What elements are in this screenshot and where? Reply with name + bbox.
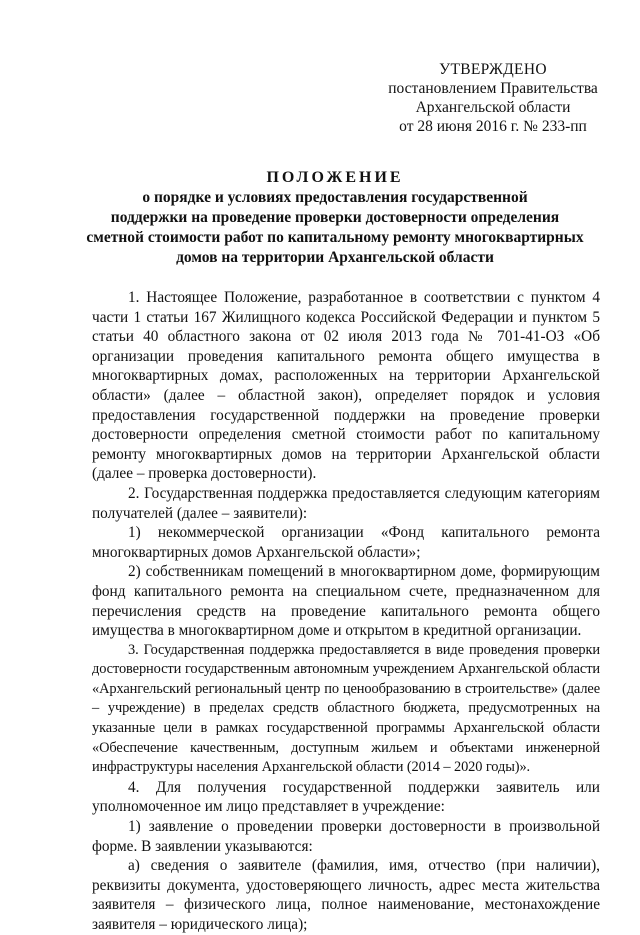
approval-heading: УТВЕРЖДЕНО [439, 61, 547, 78]
approval-line: Архангельской области [415, 99, 571, 116]
approval-stamp [378, 60, 608, 136]
title-subtitle-line: о порядке и условиях предоставления государственной [142, 189, 528, 206]
paragraph-2-item-2: 2) собственникам помещений в многоквартирном доме, формирующим фонд капитального ремонта на специальном счете, предназначенном для перечисления средств на проведение капитального ремонта общего имущества в многоквартирном доме и открытом в кредитной организации. [92, 563, 600, 640]
paragraph-4-item-1-a: а) сведения о заявителе (фамилия, имя, отчество (при наличии), реквизиты документа, удостоверяющего личность, адрес места жительства заявителя – физического лица, полное наименование, местонахождение заявителя – юридического лица); [92, 857, 600, 933]
paragraph-1: 1. Настоящее Положение, разработанное в соответствии с пунктом 4 части 1 статьи 167 Жилищного кодекса Российской Федерации и пунктом 5 статьи 40 областного закона от 02 июля 2013 года № 701-41-ОЗ «Об организации проведения капитального ремонта общего имущества в многоквартирных домах, расположенных на территории Архангельской области» (далее – областной закон), определяет порядок и условия предоставления государственной поддержки на проведение проверки достоверности определения сметной стоимости работ по капитальному ремонту многоквартирных домов на территории Архангельской области (далее – проверка достоверности). [92, 289, 600, 483]
paragraph-4: 4. Для получения государственной поддержки заявитель или уполномоченное им лицо представляет в учреждение: [92, 778, 600, 816]
paragraph-2-item-1: 1) некоммерческой организации «Фонд капитального ремонта многоквартирных домов Архангельской области»; [92, 524, 600, 561]
document-body [92, 288, 600, 935]
paragraph-2: 2. Государственная поддержка предоставляется следующим категориям получателей (далее – заявители): [92, 484, 600, 522]
approval-line: постановлением Правительства [388, 80, 598, 97]
title-heading: ПОЛОЖЕНИЕ [266, 169, 404, 186]
approval-date: от 28 июня 2016 г. № 233-пп [399, 118, 587, 135]
paragraph-4-item-1: 1) заявление о проведении проверки достоверности в произвольной форме. В заявлении указываются: [92, 818, 600, 855]
document-title [70, 168, 600, 268]
paragraph-3: 3. Государственная поддержка предоставляется в виде проведения проверки достоверности государственным автономным учреждением Архангельской области «Архангельский региональный центр по ценообразованию в строительстве» (далее – учреждение) в пределах средств областного бюджета, предусмотренных на указанные цели в рамках государственной программы Архангельской области «Обеспечение качественным, доступным жильем и объектами инженерной инфраструктуры населения Архангельской области (2014 – 2020 годы)». [92, 641, 600, 776]
title-subtitle-line: поддержки на проведение проверки достоверности определения [110, 209, 560, 226]
title-subtitle-line: сметной стоимости работ по капитальному ремонту многоквартирных [86, 229, 584, 246]
title-subtitle-line: домов на территории Архангельской области [176, 249, 494, 266]
